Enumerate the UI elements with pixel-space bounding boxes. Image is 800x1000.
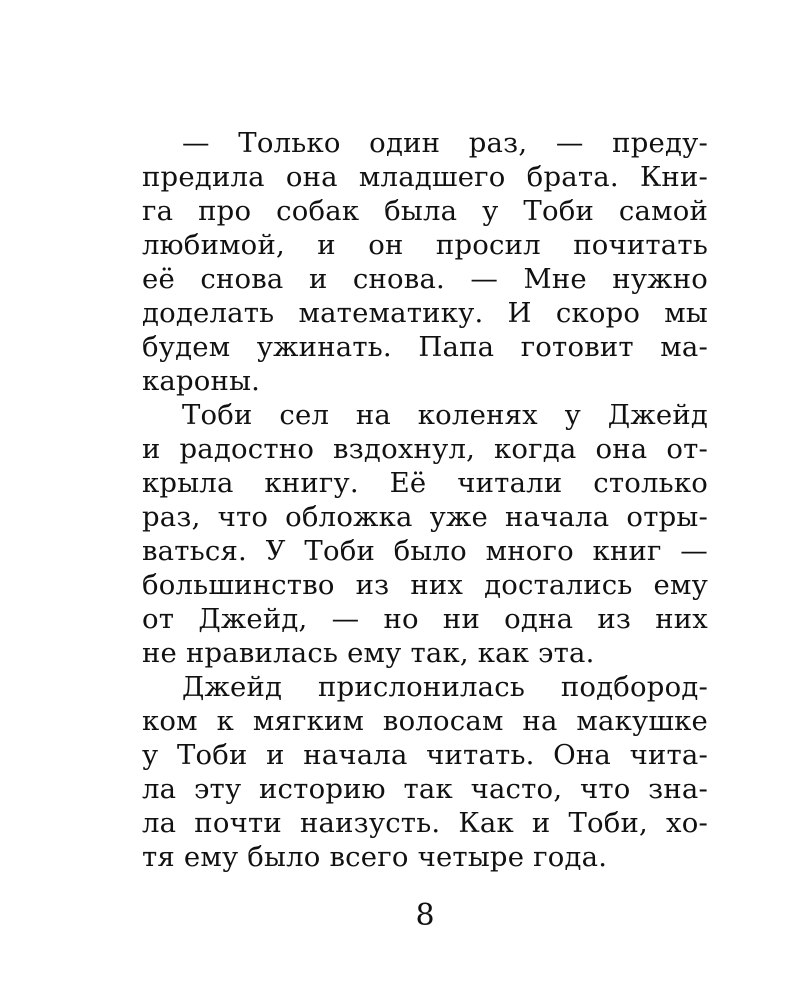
text-line: доделать математику. И скоро мы [142,297,708,329]
text-line: ла эту историю так часто, что зна- [142,773,708,805]
paragraph [142,126,708,398]
text-line: га про собак была у Тоби самой [142,195,708,227]
text-line: кароны. [142,365,261,397]
text-line: раз, что обложка уже начала отры- [142,501,708,533]
text-line: у Тоби и начала читать. Она чита- [142,739,708,771]
text-line: ла почти наизусть. Как и Тоби, хо- [142,807,708,839]
text-line: ваться. У Тоби было много книг — [142,535,708,567]
text-line: тя ему было всего четыре года. [142,841,608,873]
text-line: не нравилась ему так, как эта. [142,637,595,669]
text-line: любимой, и он просил почитать [142,229,708,261]
text-line: крыла книгу. Её читали столько [142,467,708,499]
text-line: её снова и снова. — Мне нужно [142,263,708,295]
page-number: 8 [415,898,435,933]
text-line: большинство из них достались ему [142,569,708,601]
text-line: от Джейд, — но ни одна из них [142,603,708,635]
text-line: Джейд прислонилась подбород- [182,671,708,703]
text-line: ком к мягким волосам на макушке [142,705,708,737]
page-text [142,126,708,874]
text-line: и радостно вздохнул, когда она от- [142,433,708,465]
text-line: предила она младшего брата. Кни- [142,161,708,193]
paragraph [142,670,708,874]
text-line: Тоби сел на коленях у Джейд [182,399,708,431]
paragraph [142,398,708,670]
text-line: — Только один раз, — преду- [182,127,708,159]
text-line: будем ужинать. Папа готовит ма- [142,331,708,363]
